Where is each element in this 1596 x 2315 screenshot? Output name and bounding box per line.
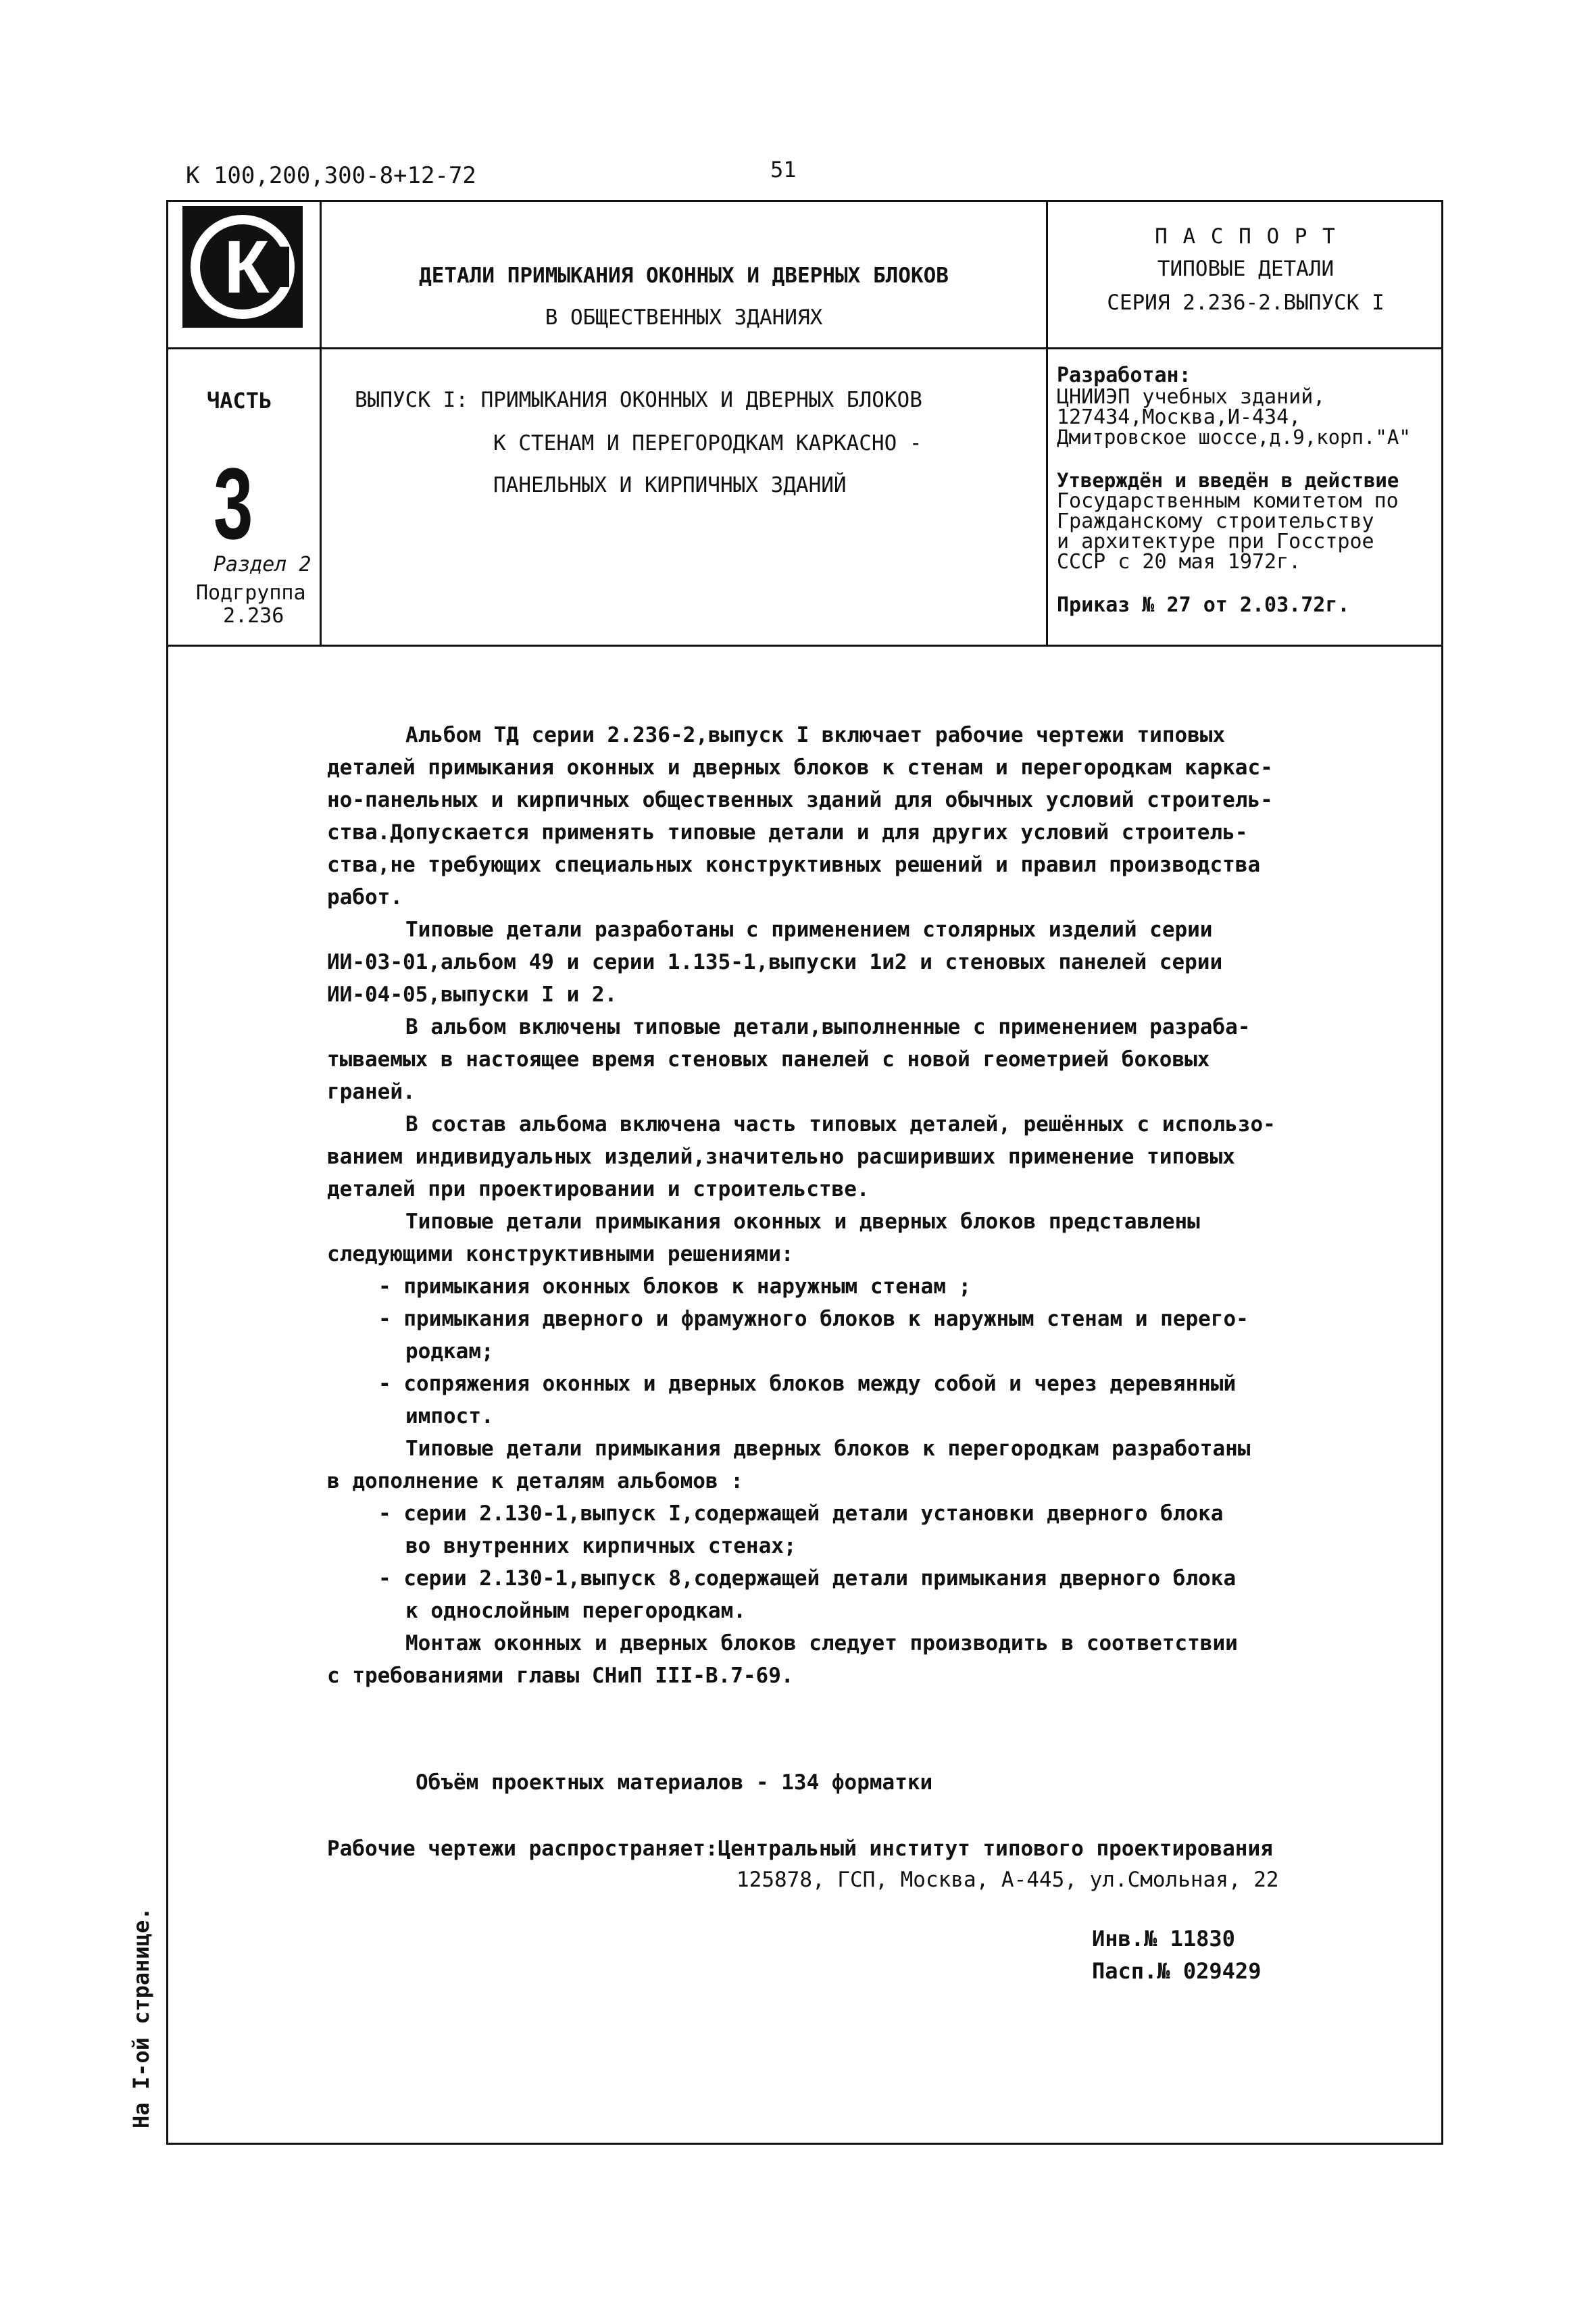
body-bullet: - примыкания оконных блоков к наружным стенам ;: [378, 1274, 972, 1299]
approval-line-5: СССР с 20 мая 1972г.: [1057, 550, 1301, 574]
body-line: в дополнение к деталям альбомов :: [327, 1469, 743, 1493]
body-line: Альбом ТД серии 2.236-2,выпуск I включает рабочие чертежи типовых: [405, 723, 1226, 747]
body-line: но-панельных и кирпичных общественных зданий для обычных условий строитель-: [327, 788, 1273, 812]
body-line: ИИ-04-05,выпуски I и 2.: [327, 982, 618, 1007]
issue-line-3: ПАНЕЛЬНЫХ И КИРПИЧНЫХ ЗДАНИЙ: [493, 473, 847, 497]
body-line: импост.: [405, 1404, 494, 1428]
side-note: На I-ой странице.: [128, 1907, 154, 2129]
body-line: тываемых в настоящее время стеновых панелей с новой геометрией боковых: [327, 1047, 1210, 1072]
part-number: 3: [214, 447, 253, 560]
logo-ck-icon: [182, 206, 303, 328]
body-bullet: - серии 2.130-1,выпуск I,содержащей детали установки дверного блока: [378, 1501, 1224, 1526]
subgroup-label: Подгруппа: [196, 581, 306, 605]
developer-address-2: Дмитровское шоссе,д.9,корп."А": [1057, 426, 1411, 449]
body-line: ванием индивидуальных изделий,значительно расширивших применение типовых: [327, 1145, 1235, 1169]
approval-line-2: Государственным комитетом по: [1057, 489, 1399, 513]
section-label: Раздел 2: [214, 553, 311, 576]
body-line: во внутренних кирпичных стенах;: [405, 1534, 797, 1558]
body-line: родкам;: [405, 1339, 494, 1364]
body-bullet: - серии 2.130-1,выпуск 8,содержащей детали примыкания дверного блока: [378, 1566, 1237, 1591]
body-line: деталей примыкания оконных и дверных блоков к стенам и перегородкам каркас-: [327, 755, 1273, 780]
part-label: ЧАСТЬ: [207, 388, 272, 414]
issue-line-1: ВЫПУСК I: ПРИМЫКАНИЯ ОКОННЫХ И ДВЕРНЫХ БЛОКОВ: [355, 388, 922, 412]
approval-line-4: и архитектуре при Госстрое: [1057, 530, 1374, 553]
body-line: Типовые детали примыкания дверных блоков к перегородкам разработаны: [405, 1437, 1251, 1461]
approval-line-1: Утверждён и введён в действие: [1057, 469, 1399, 492]
developer-address-1: 127434,Москва,И-434,: [1057, 405, 1301, 429]
body-line: работ.: [327, 885, 403, 910]
developer-org: ЦНИИЭП учебных зданий,: [1057, 385, 1326, 409]
title-line-1: ДЕТАЛИ ПРИМЫКАНИЯ ОКОННЫХ И ДВЕРНЫХ БЛОКОВ: [419, 264, 949, 288]
body-bullet: - сопряжения оконных и дверных блоков между собой и через деревянный: [378, 1372, 1237, 1396]
developer-heading: Разработан:: [1057, 364, 1191, 387]
passport-heading: П А С П О Р Т: [1155, 224, 1337, 249]
distributor-line-1: Рабочие чертежи распространяет:Центральный институт типового проектирования: [327, 1837, 1273, 1861]
body-line: следующими конструктивными решениями:: [327, 1242, 794, 1266]
order-line: Приказ № 27 от 2.03.72г.: [1057, 593, 1350, 617]
body-line: В состав альбома включена часть типовых деталей, решённых с использо-: [405, 1112, 1276, 1137]
body-line: В альбом включены типовые детали,выполненные с применением разраба-: [405, 1015, 1251, 1039]
body-line: Типовые детали примыкания оконных и дверных блоков представлены: [405, 1210, 1200, 1234]
body-line: Монтаж оконных и дверных блоков следует производить в соответствии: [405, 1631, 1238, 1656]
header-bottom-divider: [166, 645, 1443, 647]
body-bullet: - примыкания дверного и фрамужного блоков к наружным стенам и перего-: [378, 1307, 1249, 1331]
document-code: К 100,200,300-8+12-72: [186, 162, 476, 189]
body-line: с требованиями главы СНиП III-В.7-69.: [327, 1664, 794, 1688]
passport-type: ТИПОВЫЕ ДЕТАЛИ: [1157, 257, 1335, 281]
approval-line-3: Гражданскому строительству: [1057, 509, 1374, 533]
logo: [182, 206, 303, 328]
body-line: к однослойным перегородкам.: [405, 1599, 746, 1623]
body-line: граней.: [327, 1080, 416, 1104]
title-line-2: В ОБЩЕСТВЕННЫХ ЗДАНИЯХ: [545, 305, 823, 330]
volume-note: Объём проектных материалов - 134 форматки: [416, 1770, 933, 1795]
issue-line-2: К СТЕНАМ И ПЕРЕГОРОДКАМ КАРКАСНО -: [493, 431, 922, 455]
body-line: Типовые детали разработаны с применением столярных изделий серии: [405, 918, 1213, 942]
distributor-line-2: 125878, ГСП, Москва, А-445, ул.Смольная, 22: [737, 1868, 1279, 1892]
logo-letter: К: [224, 226, 270, 309]
body-line: ства,не требующих специальных конструктивных решений и правил производства: [327, 853, 1261, 877]
passport-series: СЕРИЯ 2.236-2.ВЫПУСК I: [1107, 291, 1385, 315]
title-row-divider: [166, 347, 1443, 349]
passport-number: Пасп.№ 029429: [1092, 1958, 1262, 1984]
inventory-number: Инв.№ 11830: [1092, 1926, 1235, 1951]
body-line: деталей при проектировании и строительстве.: [327, 1177, 870, 1201]
body-line: ства.Допускается применять типовые детали и для других условий строитель-: [327, 820, 1248, 845]
subgroup-value: 2.236: [223, 604, 284, 628]
body-line: ИИ-03-01,альбом 49 и серии 1.135-1,выпуски 1и2 и стеновых панелей серии: [327, 950, 1223, 974]
page-number: 51: [770, 157, 797, 182]
